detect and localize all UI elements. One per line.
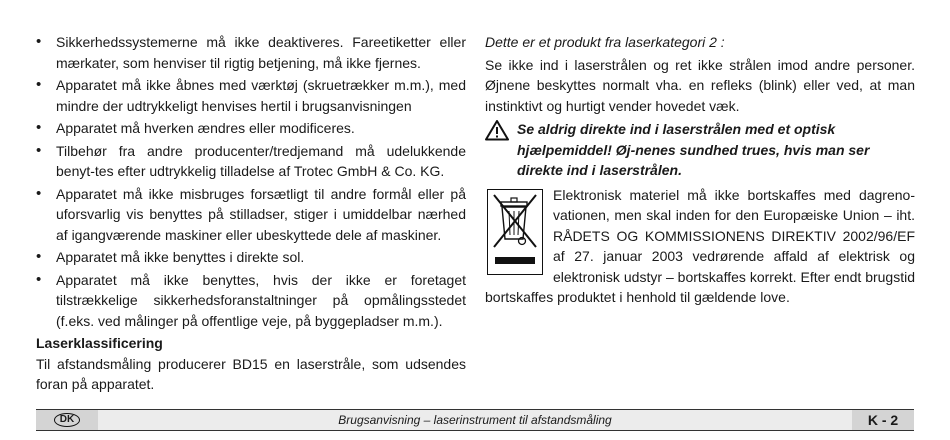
section-text: Til afstandsmåling producerer BD15 en laserstråle, som udsendes foran på apparatet. bbox=[36, 355, 466, 392]
list-item: • Apparatet må hverken ændres eller modificeres. bbox=[36, 118, 466, 139]
warning-triangle-icon bbox=[485, 119, 509, 141]
footer-title: Brugsanvisning – laserinstrument til afstandsmåling bbox=[338, 413, 612, 427]
page-number: K - 2 bbox=[852, 410, 914, 430]
section-heading: Laserklassificering bbox=[36, 335, 163, 351]
optical-warning bbox=[485, 119, 915, 181]
page-footer bbox=[36, 409, 914, 431]
laser-class-line: Dette er et produkt fra laserkategori 2 : bbox=[485, 34, 725, 50]
list-item: • Apparatet må ikke misbruges forsætligt til andre formål eller på uforsvarlig vis benyttes på stilladser, stiger i umiddelbar nærhed af igangværende maskiner eller ubeskyttede dele af maskiner. bbox=[36, 184, 466, 246]
list-item: • Sikkerhedssystemerne må ikke deaktiveres. Fareetiketter eller mærkater, som henviser til rigtig betjening, må ikke fjernes. bbox=[36, 32, 466, 73]
optical-warning-text: Se aldrig direkte ind i laserstrålen med et optisk hjælpemiddel! Øj-nenes sundhed trues, hvis man ser direkte ind i laserstrålen. bbox=[517, 121, 870, 178]
weee-disposal-notice bbox=[485, 185, 915, 308]
right-column bbox=[485, 32, 915, 308]
weee-text: Elektronisk materiel må ikke bortskaffes med dagreno-vationen, men skal inden for den Europæiske Union – iht. RÅDETS OG KOMMISSIONENS DIREKTIV 2002/96/EF af 27. januar 2003 vedrørende affald af elektrisk og elektronisk udstyr – bortskaffes korrekt. Efter endt brugstid bortskaffes produktet i henhold til gældende love. bbox=[485, 186, 915, 305]
eye-warning-text: Se ikke ind i laserstrålen og ret ikke strålen imod andre personer. Øjnene beskyttes normalt vha. en refleks (blink) eller ved, at man instinktivt og hurtigt vender hovedet væk. bbox=[485, 56, 915, 114]
left-column bbox=[36, 32, 466, 395]
country-code: DK bbox=[54, 413, 80, 427]
crossed-out-wheelie-bin-icon bbox=[487, 189, 543, 275]
list-item: • Apparatet må ikke åbnes med værktøj (skruetrækker m.m.), med mindre der udtrykkeligt henvises hertil i brugsanvisningen bbox=[36, 75, 466, 116]
list-item: • Tilbehør fra andre producenter/tredjemand må udelukkende benyt-tes efter udtrykkelig tilladelse af Trotec GmbH & Co. KG. bbox=[36, 141, 466, 182]
safety-bullet-list bbox=[36, 32, 466, 331]
list-item: • Apparatet må ikke benyttes i direkte sol. bbox=[36, 247, 466, 268]
list-item: • Apparatet må ikke benyttes, hvis der ikke er foretaget tilstrækkelige sikkerhedsforanstaltninger på opmålingsstedet (f.eks. ved målinger på offentlige veje, på byggepladser m.m.). bbox=[36, 270, 466, 332]
